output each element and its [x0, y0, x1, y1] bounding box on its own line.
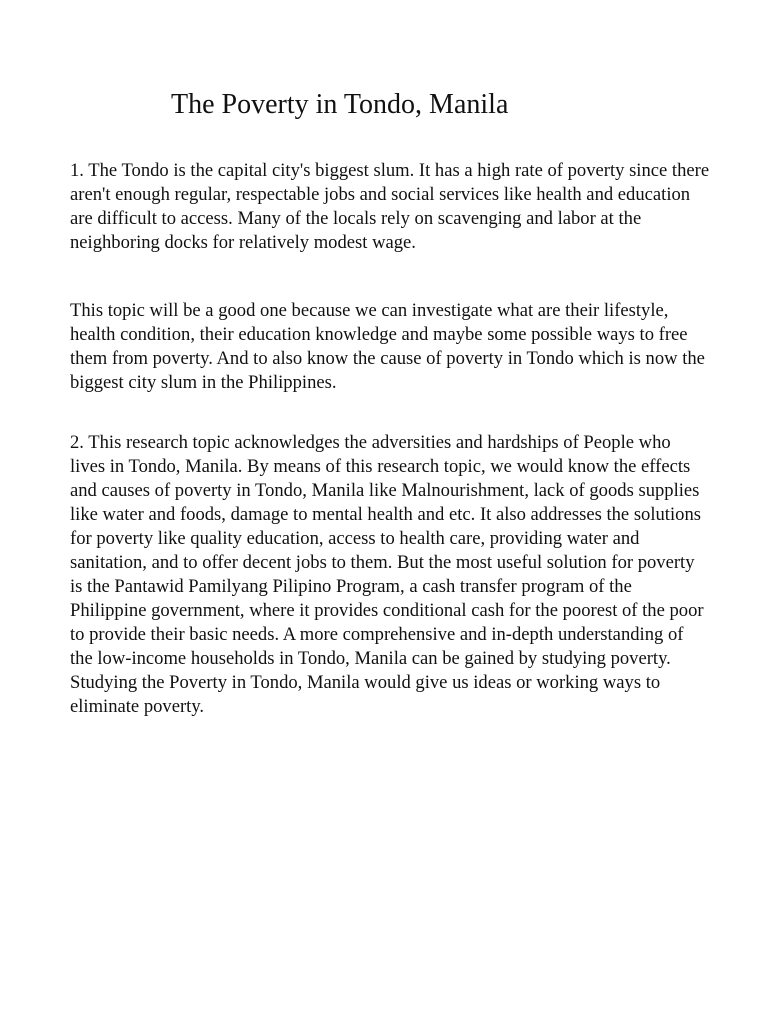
paragraph-1: 1. The Tondo is the capital city's biggest slum. It has a high rate of poverty since there aren't enough regular, respectable jobs and social services like health and education are difficult to access. Many of the locals rely on scavenging and labor at the neighboring docks for relatively modest wage. — [70, 160, 710, 253]
paragraph-3: 2. This research topic acknowledges the adversities and hardships of People who lives in Tondo, Manila. By means of this research topic, we would know the effects and causes of poverty in Tondo, Manila like Malnourishment, lack of goods supplies like water and foods, damage to mental health and etc. It also addresses the solutions for poverty like quality education, access to health care, providing water and sanitation, and to offer decent jobs to them. But the most useful solution for poverty is the Pantawid Pamilyang Pilipino Program, a cash transfer program of the Philippine government, where it provides conditional cash for the poorest of the poor to provide their basic needs. A more comprehensive and in-depth understanding of the low-income households in Tondo, Manila can be gained by studying poverty. Studying the Poverty in Tondo, Manila would give us ideas or working ways to eliminate poverty. — [70, 432, 704, 717]
document-title: The Poverty in Tondo, Manila — [171, 89, 509, 120]
paragraph-2: This topic will be a good one because we can investigate what are their lifestyle, health condition, their education knowledge and maybe some possible ways to free them from poverty. And to also know the cause of poverty in Tondo which is now the biggest city slum in the Philippines. — [70, 300, 705, 393]
